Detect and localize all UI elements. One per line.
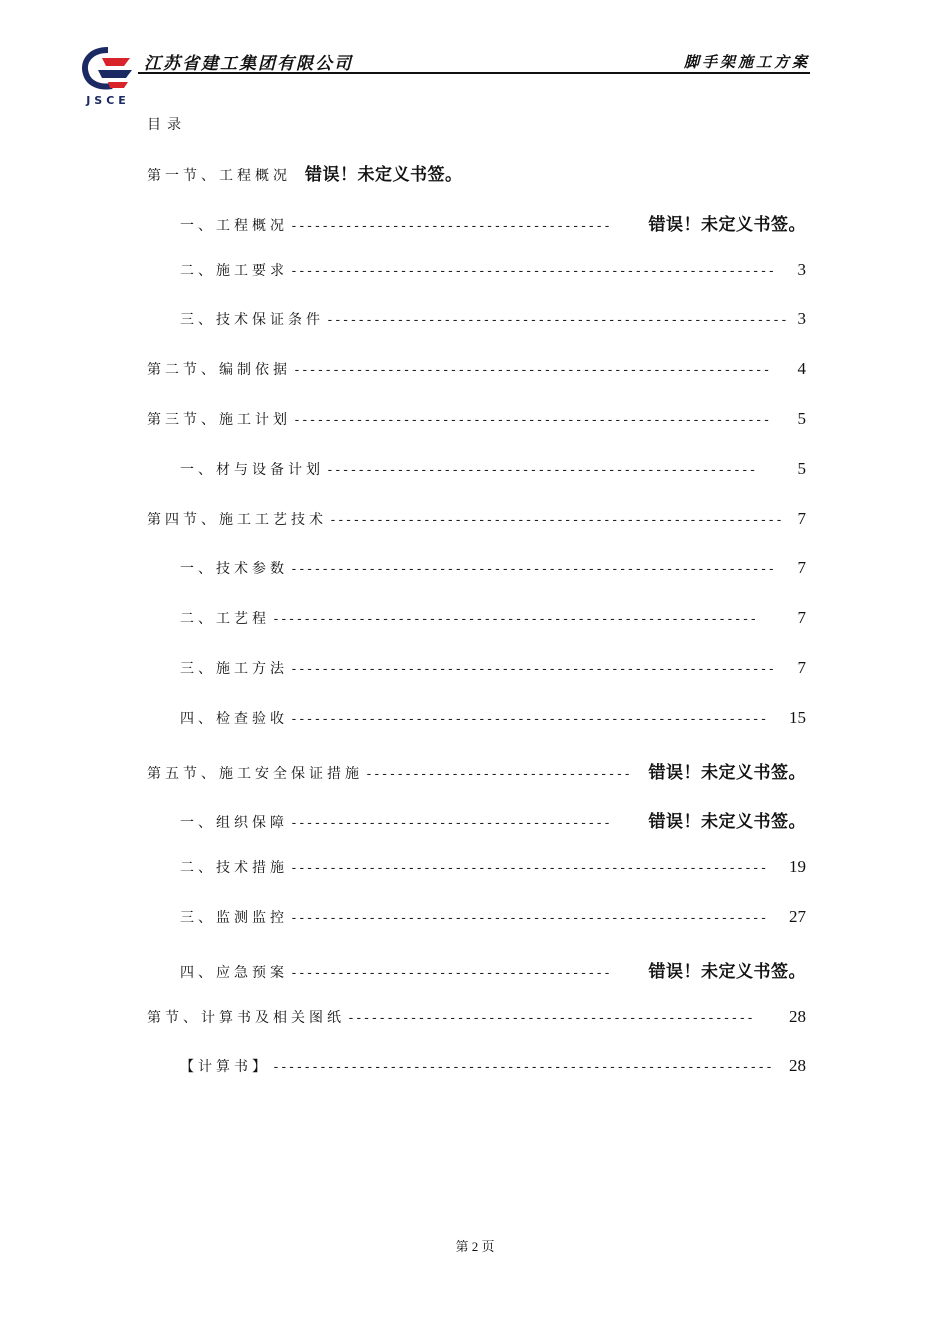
toc-entry[interactable]	[147, 359, 806, 383]
toc-entry[interactable]	[147, 160, 806, 184]
toc-entry-label: 第一节、工程概况	[147, 168, 291, 184]
toc-entry[interactable]	[180, 309, 806, 333]
toc-leader: ----------------------------------------------------	[347, 1011, 754, 1026]
toc-entry-label: 三、技术保证条件	[180, 312, 324, 328]
toc-entry-label: 【计算书】	[180, 1059, 270, 1075]
toc-entry-label: 四、应急预案	[180, 965, 288, 981]
toc-page-number: 19	[789, 857, 806, 876]
toc-page-number: 7	[797, 558, 806, 577]
toc-entry[interactable]	[147, 758, 806, 782]
toc-page-number: 3	[797, 260, 806, 279]
toc-leader: --------------------------------------------------------------	[272, 612, 758, 627]
toc-entry-label: 第节、计算书及相关图纸	[147, 1010, 345, 1026]
toc-page-number: 15	[789, 708, 806, 727]
toc-entry[interactable]	[180, 608, 806, 632]
toc-leader: -----------------------------------------------------------	[326, 313, 788, 328]
toc-entry-label: 第四节、施工工艺技术	[147, 512, 327, 528]
toc-entry-label: 第五节、施工安全保证措施	[147, 766, 363, 782]
toc-entry[interactable]	[180, 658, 806, 682]
toc-leader: -------------------------------------------------------------	[290, 861, 768, 876]
toc-bookmark-error: 错误！未定义书签。	[648, 215, 806, 235]
toc-leader: -------------------------------------------------------------	[290, 712, 768, 727]
toc-bookmark-error: 错误！未定义书签。	[648, 962, 806, 982]
toc-page-number: 7	[797, 608, 806, 627]
toc-leader: -----------------------------------------	[290, 816, 611, 831]
toc-page-number: 5	[797, 409, 806, 428]
toc-leader: --------------------------------------------------------------	[290, 562, 776, 577]
toc-entry-label: 第二节、编制依据	[147, 362, 291, 378]
toc-entry[interactable]	[180, 459, 806, 483]
toc-page-number: 7	[797, 658, 806, 677]
toc-page-number: 7	[797, 509, 806, 528]
company-logo	[78, 44, 138, 110]
toc-bookmark-error: 错误！未定义书签。	[305, 165, 463, 185]
toc-leader: -----------------------------------------	[290, 966, 611, 981]
toc-leader: ----------------------------------------------------------	[329, 513, 783, 528]
toc-entry-label: 一、组织保障	[180, 815, 288, 831]
toc-entry[interactable]	[180, 260, 806, 284]
toc-entry[interactable]	[180, 210, 806, 234]
toc-page-number: 3	[797, 309, 806, 328]
document-title: 脚手架施工方案	[683, 53, 810, 71]
toc-entry-label: 二、工艺程	[180, 611, 270, 627]
header-rule	[138, 72, 810, 74]
toc-page-number: 5	[797, 459, 806, 478]
toc-entry-label: 一、技术参数	[180, 561, 288, 577]
page-header	[78, 44, 810, 110]
toc-entry-label: 一、材与设备计划	[180, 462, 324, 478]
toc-entry-label: 三、监测监控	[180, 910, 288, 926]
toc-entry[interactable]	[180, 1056, 806, 1080]
toc-entry-label: 二、施工要求	[180, 263, 288, 279]
toc-leader: -----------------------------------------	[290, 219, 611, 234]
toc-leader: -------------------------------------------------------------	[290, 911, 768, 926]
company-name: 江苏省建工集团有限公司	[144, 54, 353, 74]
toc-entry-label: 一、工程概况	[180, 218, 288, 234]
toc-entry-label: 三、施工方法	[180, 661, 288, 677]
toc-leader: ----------------------------------------------------------------	[272, 1060, 773, 1075]
toc-entry[interactable]	[147, 509, 806, 533]
toc-entry[interactable]	[180, 907, 806, 931]
toc-leader: --------------------------------------------------------------	[290, 264, 776, 279]
logo-text: JSCE	[86, 94, 130, 107]
toc-leader: -------------------------------------------------------	[326, 463, 757, 478]
toc-bookmark-error: 错误！未定义书签。	[648, 812, 806, 832]
toc-bookmark-error: 错误！未定义书签。	[648, 763, 806, 783]
toc-entry[interactable]	[147, 409, 806, 433]
toc-page-number: 27	[789, 907, 806, 926]
toc-entry-label: 二、技术措施	[180, 860, 288, 876]
toc-leader: -------------------------------------------------------------	[293, 413, 771, 428]
page-number: 第 2 页	[455, 1239, 495, 1254]
toc-entry[interactable]	[180, 807, 806, 831]
toc-entry[interactable]	[147, 1007, 806, 1031]
toc-page-number: 4	[797, 359, 806, 378]
toc-entry-label: 四、检查验收	[180, 711, 288, 727]
toc-entry[interactable]	[180, 558, 806, 582]
toc-entry[interactable]	[180, 857, 806, 881]
toc-page-number: 28	[789, 1007, 806, 1026]
toc-page-number: 28	[789, 1056, 806, 1075]
toc-entry[interactable]	[180, 708, 806, 732]
toc-heading: 目录	[147, 117, 187, 133]
toc-leader: --------------------------------------------------------------	[290, 662, 776, 677]
toc-leader: -------------------------------------------------------------	[293, 363, 771, 378]
toc-entry[interactable]	[180, 957, 806, 981]
toc-leader: ----------------------------------	[365, 767, 632, 782]
toc-entry-label: 第三节、施工计划	[147, 412, 291, 428]
